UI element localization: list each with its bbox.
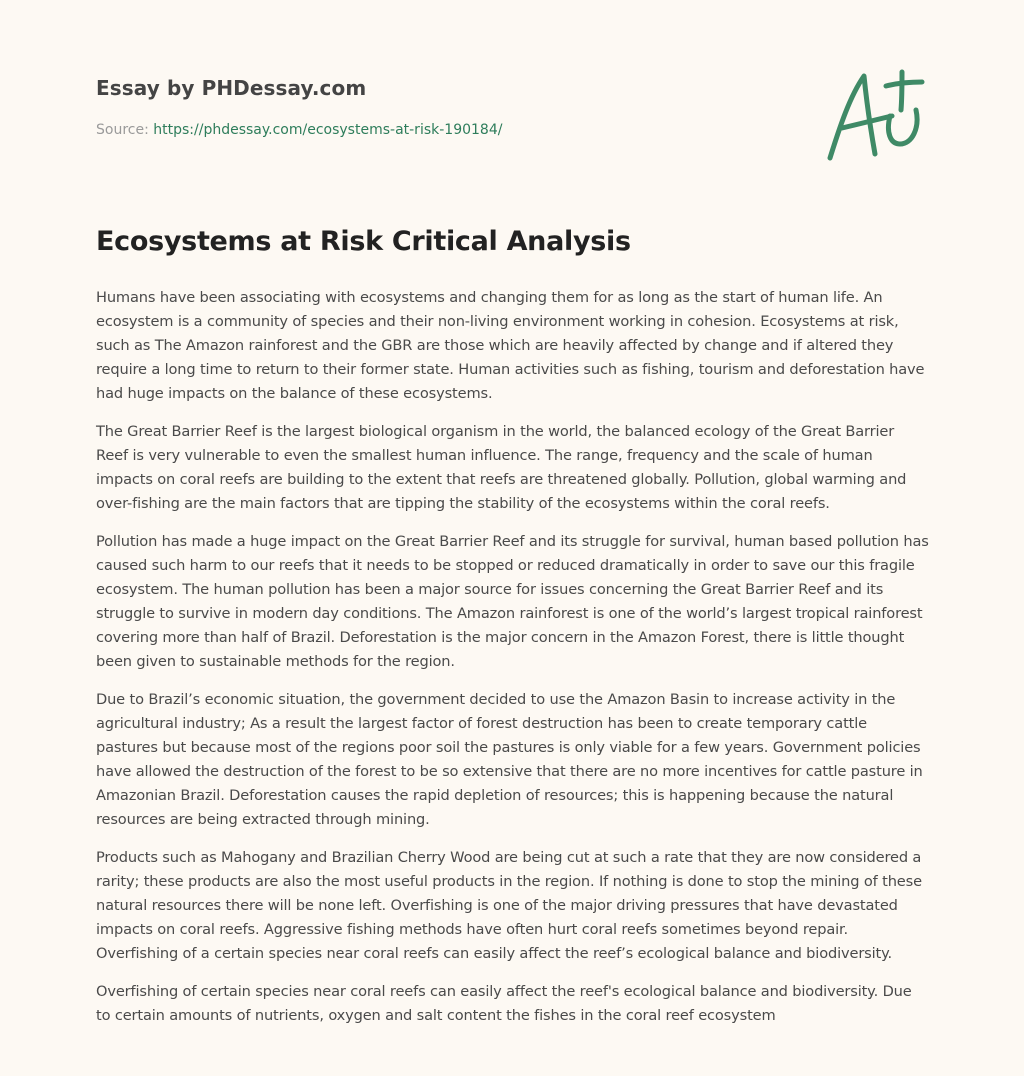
essay-header [96, 76, 502, 138]
essay-body [96, 286, 930, 1042]
essay-paragraph: Products such as Mahogany and Brazilian Cherry Wood are being cut at such a rate that they are now considered a rarity; these products are also the most useful products in the region. If nothing is done to stop the mining of these natural resources there will be none left. Overfishing is one of the major driving pressures that have devastated impacts on coral reefs. Aggressive fishing methods have often hurt coral reefs sometimes beyond repair. Overfishing of a certain species near coral reefs can easily affect the reef’s ecological balance and biodiversity. [96, 849, 922, 962]
essay-paragraph: Overfishing of certain species near coral reefs can easily affect the reef's ecological balance and biodiversity. Due to certain amounts of nutrients, oxygen and salt content the fishes in the coral reef ecosystem [96, 983, 912, 1024]
source-link[interactable]: https://phdessay.com/ecosystems-at-risk-190184/ [153, 122, 503, 138]
essay-title: Ecosystems at Risk Critical Analysis [96, 226, 631, 257]
essay-paragraph: Due to Brazil’s economic situation, the government decided to use the Amazon Basin to increase activity in the agricultural industry; As a result the largest factor of forest destruction has been to create temporary cattle pastures but because most of the regions poor soil the pastures is only viable for a few years. Government policies have allowed the destruction of the forest to be so extensive that there are no more incentives for cattle pasture in Amazonian Brazil. Deforestation causes the rapid depletion of resources; this is happening because the natural resources are being extracted through mining. [96, 691, 923, 828]
source-label: Source: [96, 122, 154, 138]
source-line [96, 122, 502, 138]
essay-paragraph: The Great Barrier Reef is the largest biological organism in the world, the balanced ecology of the Great Barrier Reef is very vulnerable to even the smallest human influence. The range, frequency and the scale of human impacts on coral reefs are building to the extent that reefs are threatened globally. Pollution, global warming and over-fishing are the main factors that are tipping the stability of the ecosystems within the coral reefs. [96, 423, 907, 512]
essay-paragraph: Humans have been associating with ecosystems and changing them for as long as the start of human life. An ecosystem is a community of species and their non-living environment working in cohesion. Ecosystems at risk, such as The Amazon rainforest and the GBR are those which are heavily affected by change and if altered they require a long time to return to their former state. Human activities such as fishing, tourism and deforestation have had huge impacts on the balance of these ecosystems. [96, 289, 925, 402]
brand-name: Essay by PHDessay.com [96, 76, 367, 100]
a-plus-grade-icon [820, 66, 930, 166]
essay-paragraph: Pollution has made a huge impact on the Great Barrier Reef and its struggle for survival, human based pollution has caused such harm to our reefs that it needs to be stopped or reduced dramatically in order to save our this fragile ecosystem. The human pollution has been a major source for issues concerning the Great Barrier Reef and its struggle to survive in modern day conditions. The Amazon rainforest is one of the world’s largest tropical rainforest covering more than half of Brazil. Deforestation is the major concern in the Amazon Forest, there is little thought been given to sustainable methods for the region. [96, 533, 929, 670]
